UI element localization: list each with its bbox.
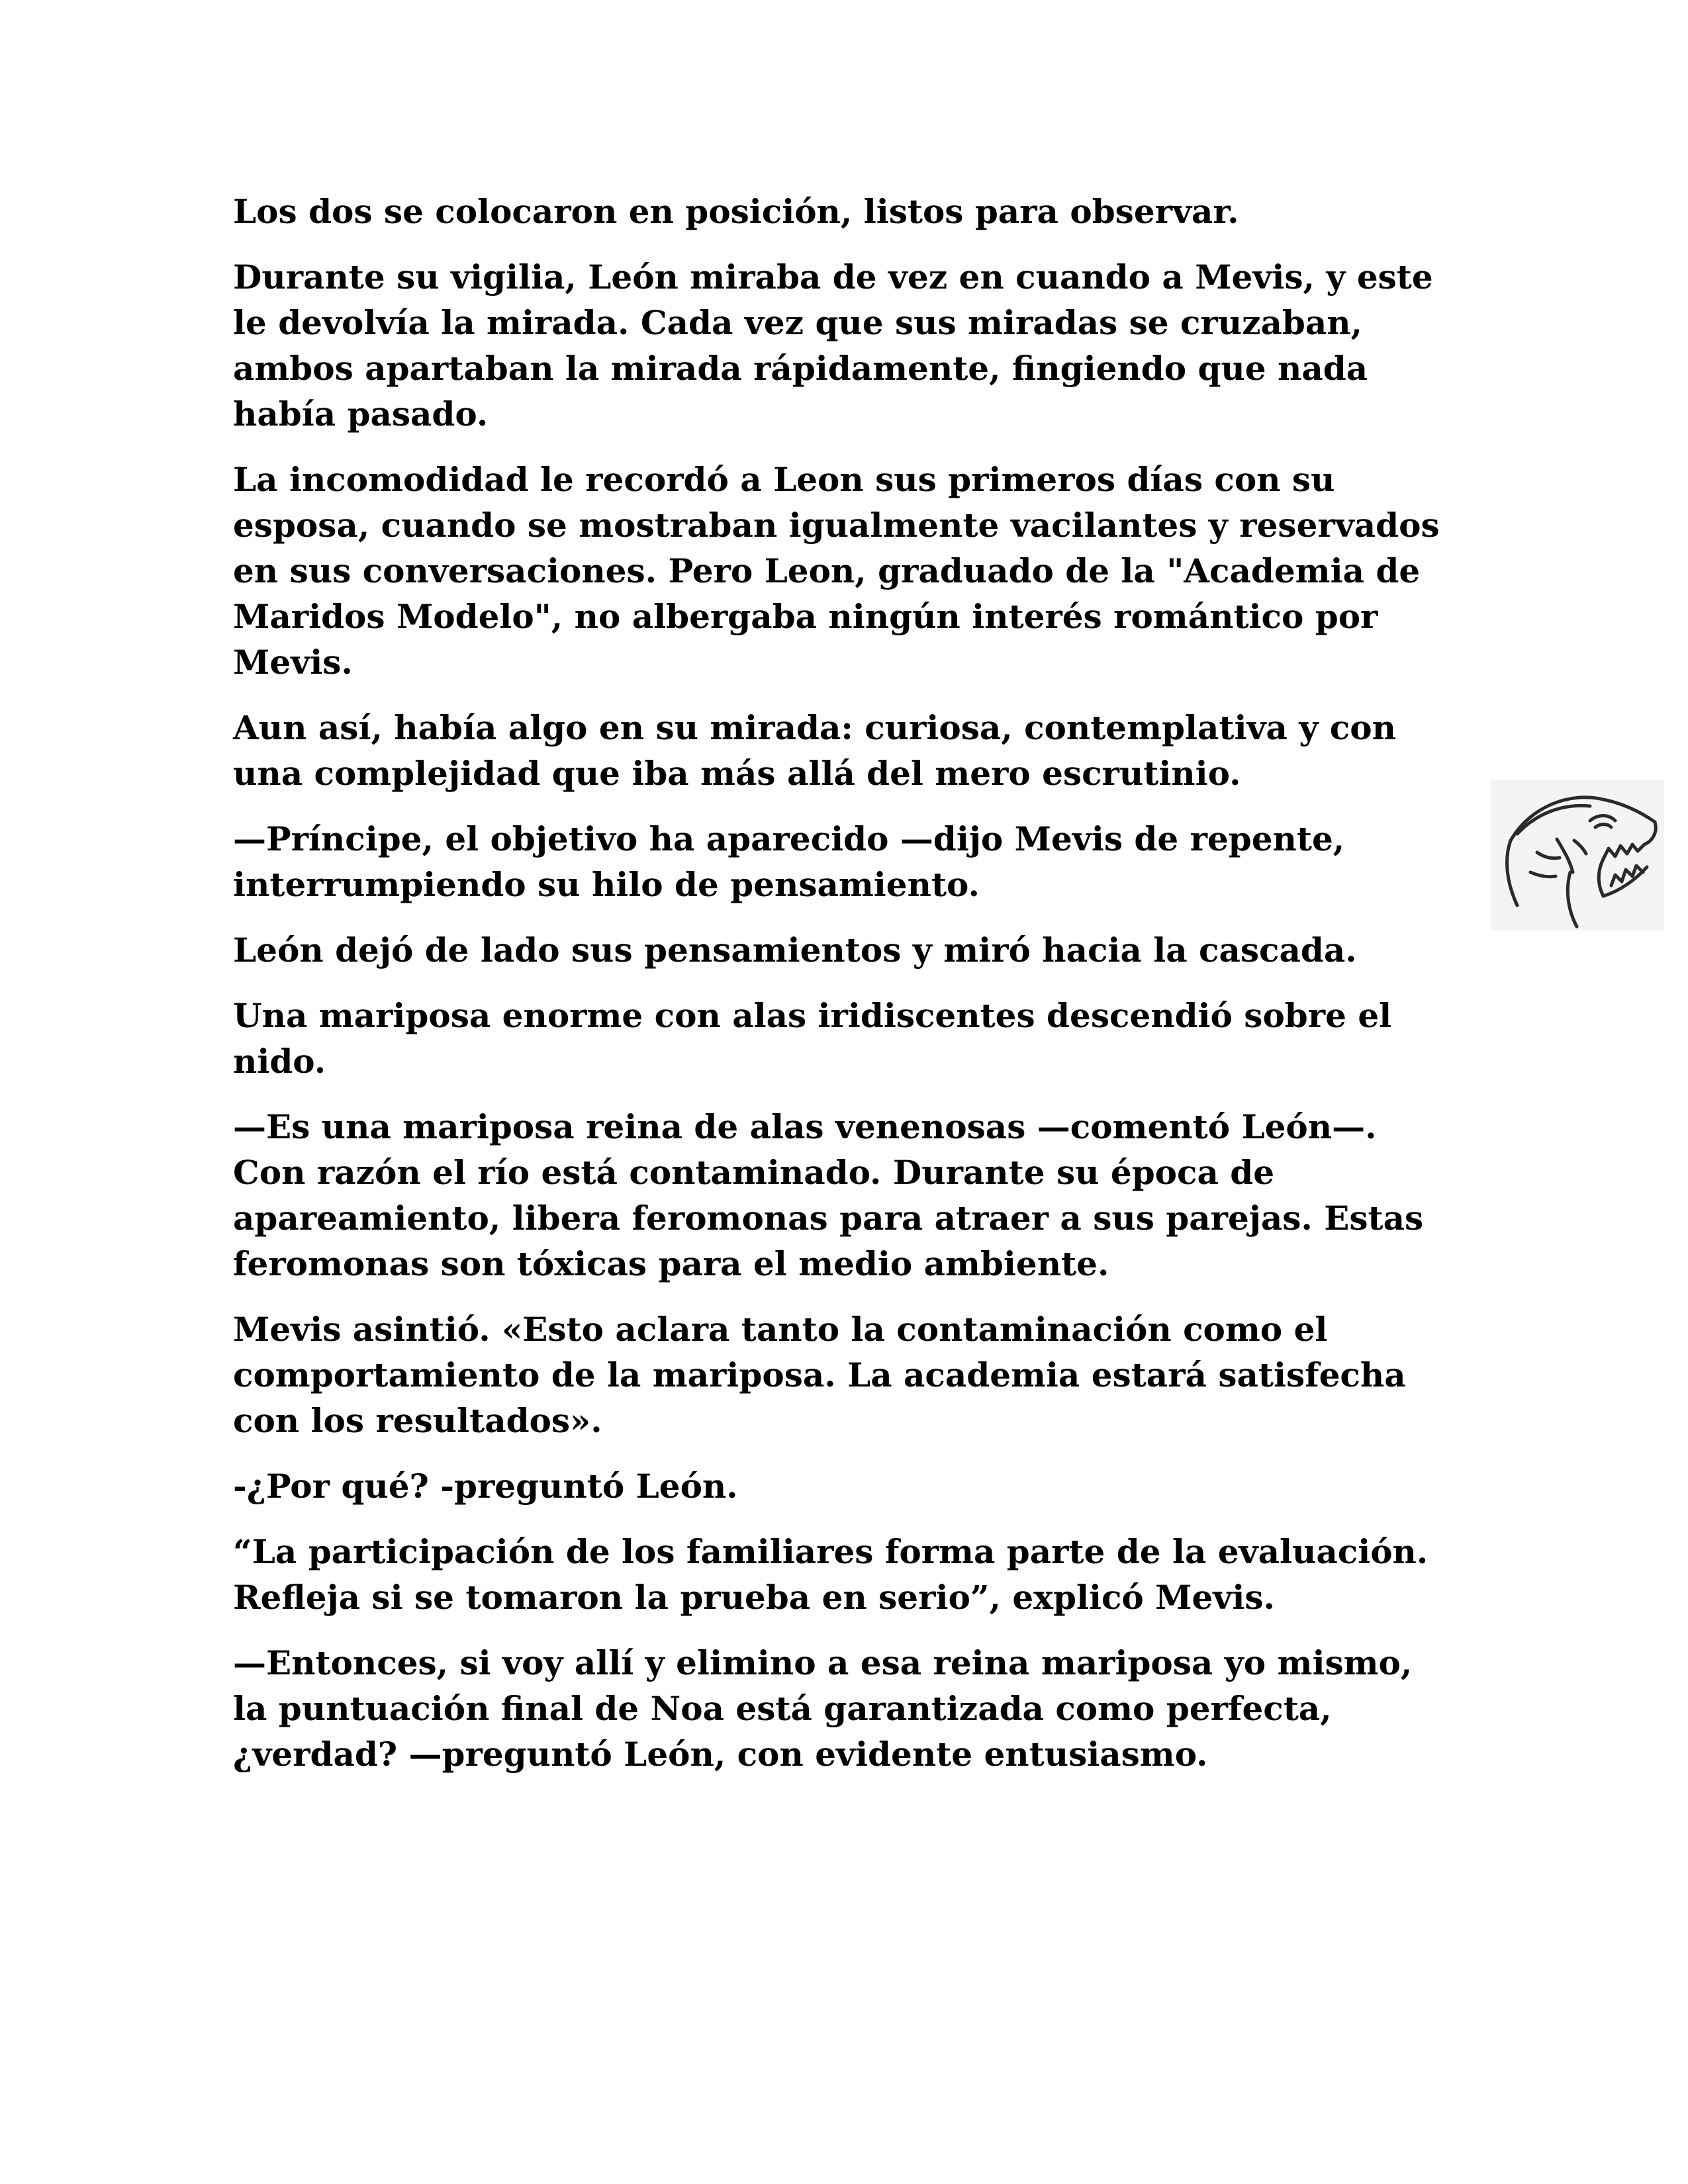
story-text: [233, 189, 1451, 1797]
paragraph: —Es una mariposa reina de alas venenosas —comentó León—. Con razón el río está contaminado. Durante su época de apareamiento, libera feromonas para atraer a sus parejas. Estas feromonas son tóxicas para el medio ambiente.: [233, 1107, 1424, 1283]
dinosaur-head-icon: [1491, 780, 1664, 931]
paragraph: León dejó de lado sus pensamientos y miró hacia la cascada.: [233, 931, 1357, 970]
paragraph: -¿Por qué? -preguntó León.: [233, 1467, 738, 1506]
paragraph: Aun así, había algo en su mirada: curiosa, contemplativa y con una complejidad que iba más allá del mero escrutinio.: [233, 708, 1396, 793]
paragraph: Durante su vigilia, León miraba de vez en cuando a Mevis, y este le devolvía la mirada. Cada vez que sus miradas se cruzaban, ambos apartaban la mirada rápidamente, fingiendo que nada había pasado.: [233, 257, 1433, 433]
paragraph: Mevis asintió. «Esto aclara tanto la contaminación como el comportamiento de la mariposa. La academia estará satisfecha con los resultados».: [233, 1310, 1406, 1440]
paragraph: —Entonces, si voy allí y elimino a esa reina mariposa yo mismo, la puntuación final de Noa está garantizada como perfecta, ¿verdad? —preguntó León, con evidente entusiasmo.: [233, 1643, 1413, 1774]
paragraph: La incomodidad le recordó a Leon sus primeros días con su esposa, cuando se mostraban igualmente vacilantes y reservados en sus conversaciones. Pero Leon, graduado de la "Academia de Maridos Modelo", no albergaba ningún interés romántico por Mevis.: [233, 460, 1440, 682]
paragraph: Una mariposa enorme con alas iridiscentes descendió sobre el nido.: [233, 996, 1392, 1081]
paragraph: Los dos se colocaron en posición, listos para observar.: [233, 192, 1239, 231]
paragraph: “La participación de los familiares forma parte de la evaluación. Refleja si se tomaron la prueba en serio”, explicó Mevis.: [233, 1532, 1429, 1617]
paragraph: —Príncipe, el objetivo ha aparecido —dijo Mevis de repente, interrumpiendo su hilo de pensamiento.: [233, 819, 1345, 904]
